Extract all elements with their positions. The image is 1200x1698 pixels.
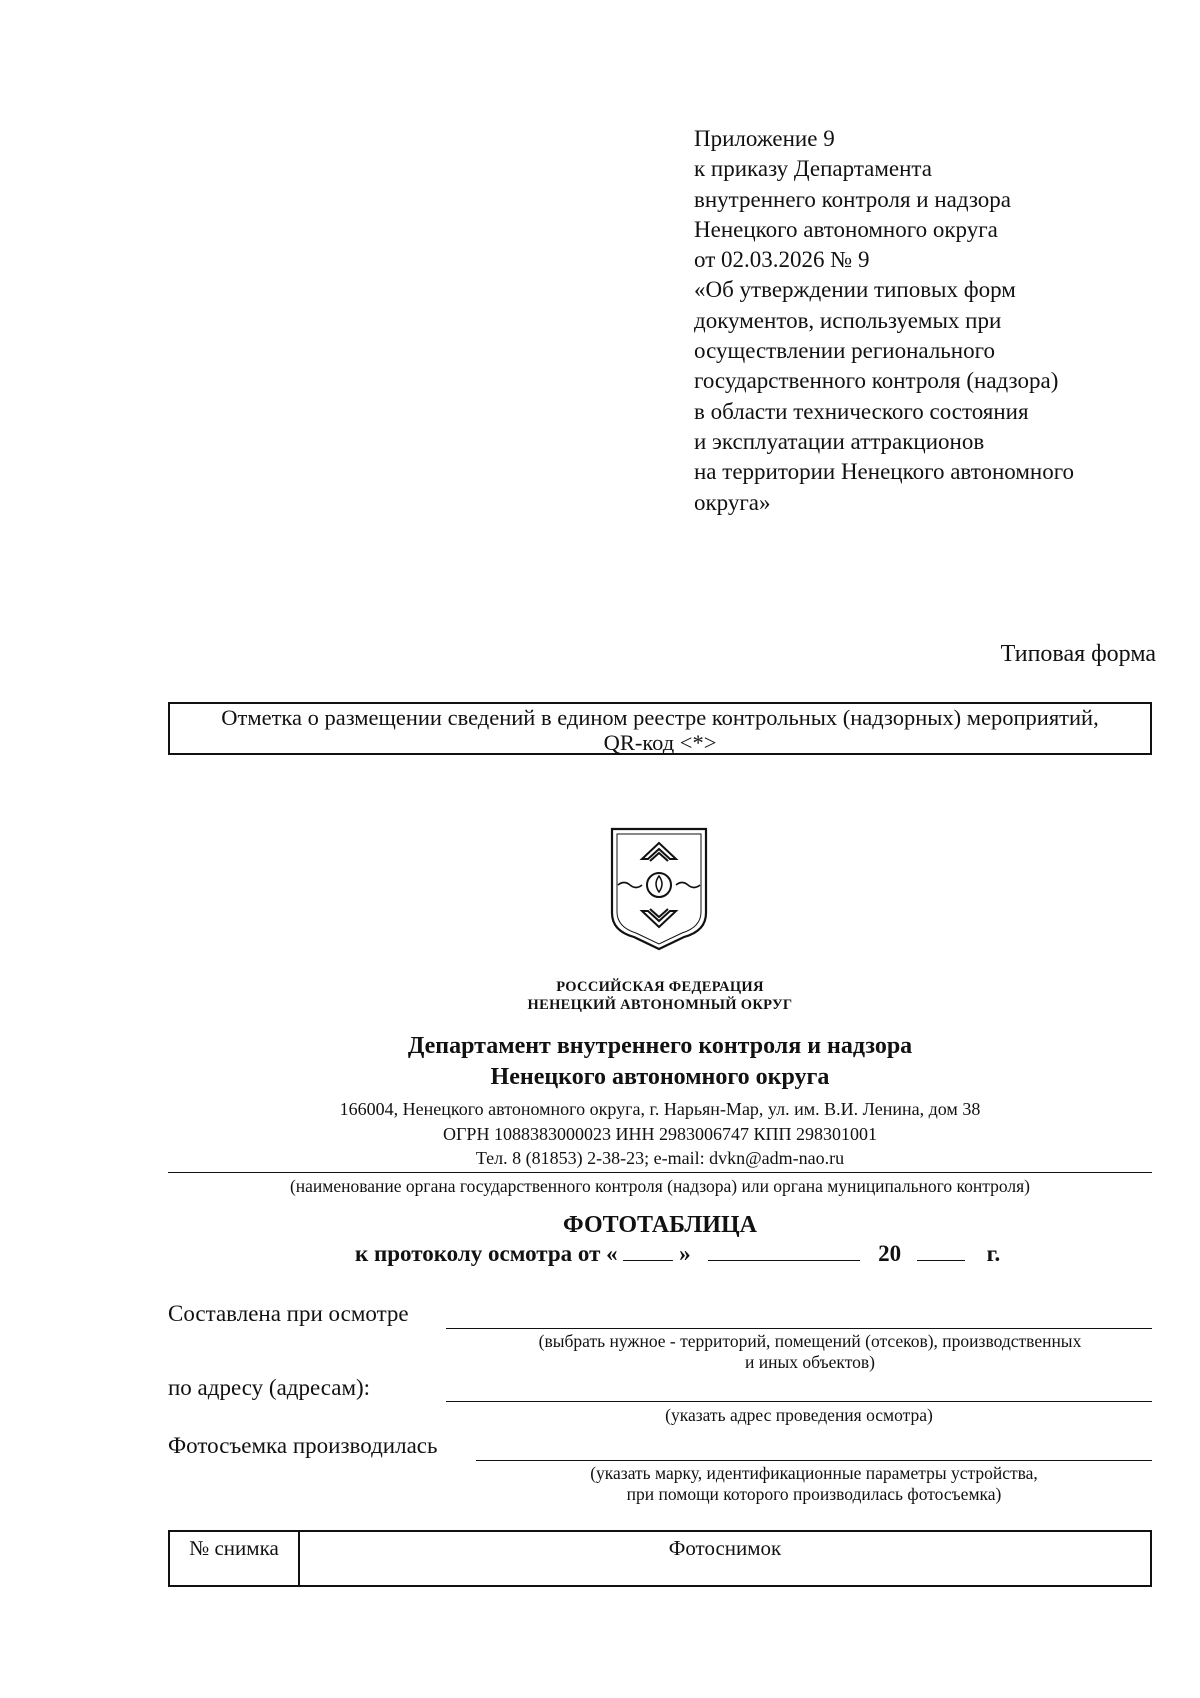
department-address: 166004, Ненецкого автономного округа, г. Нарьян-Мар, ул. им. В.И. Ленина, дом 38 bbox=[339, 1099, 981, 1119]
photo-device-input-line[interactable] bbox=[476, 1460, 1152, 1461]
photo-table bbox=[168, 1530, 1152, 1587]
appendix-line: осуществлении регионального bbox=[694, 338, 995, 364]
address-label: по адресу (адресам): bbox=[168, 1375, 371, 1400]
department-registration-ids: ОГРН 1088383000023 ИНН 2983006747 КПП 298301001 bbox=[443, 1124, 877, 1144]
org-divider bbox=[168, 1172, 1152, 1173]
appendix-line: в области технического состояния bbox=[694, 398, 1029, 424]
protocol-year-prefix: 20 bbox=[878, 1241, 902, 1266]
appendix-line: на территории Ненецкого автономного bbox=[694, 459, 1075, 485]
appendix-line: Ненецкого автономного округа bbox=[694, 216, 998, 242]
appendix-line: Приложение 9 bbox=[694, 126, 835, 151]
coat-of-arms-icon bbox=[608, 825, 710, 951]
photo-device-caption-line2: при помощи которого производилась фотосъемка) bbox=[626, 1484, 1002, 1504]
photo-number-header: № снимка bbox=[170, 1532, 300, 1585]
registry-mark-box bbox=[168, 702, 1152, 755]
department-name-line2: Ненецкого автономного округа bbox=[490, 1064, 830, 1090]
appendix-reference bbox=[694, 124, 1164, 518]
document-title: ФОТОТАБЛИЦА bbox=[563, 1212, 757, 1238]
protocol-day-blank[interactable] bbox=[623, 1240, 673, 1261]
protocol-date-line bbox=[355, 1240, 1055, 1267]
compiled-caption-line2: и иных объектов) bbox=[745, 1352, 875, 1372]
compiled-caption bbox=[480, 1331, 1140, 1373]
appendix-line: «Об утверждении типовых форм bbox=[694, 277, 1016, 303]
address-input-line[interactable] bbox=[446, 1401, 1152, 1402]
compiled-input-line[interactable] bbox=[446, 1328, 1152, 1329]
appendix-line: и эксплуатации аттракционов bbox=[694, 428, 985, 454]
appendix-line: государственного контроля (надзора) bbox=[694, 368, 1059, 394]
photo-device-caption bbox=[476, 1463, 1152, 1505]
department-contacts: Тел. 8 (81853) 2-38-23; e-mail: dvkn@adm-nao.ru bbox=[475, 1148, 845, 1168]
protocol-prefix: к протоколу осмотра от « bbox=[355, 1241, 618, 1266]
appendix-line: от 02.03.2026 № 9 bbox=[694, 247, 870, 273]
form-type-label: Типовая форма bbox=[1000, 641, 1156, 667]
address-caption: (указать адрес проведения осмотра) bbox=[665, 1405, 933, 1425]
org-caption: (наименование органа государственного контроля (надзора) или органа муниципального контроля) bbox=[289, 1176, 1031, 1196]
protocol-year-blank[interactable] bbox=[917, 1240, 965, 1261]
protocol-quote-close: » bbox=[679, 1241, 691, 1266]
compiled-label: Составлена при осмотре bbox=[168, 1301, 409, 1326]
department-name-line1: Департамент внутреннего контроля и надзора bbox=[407, 1033, 913, 1059]
registry-mark-line2: QR-код <*> bbox=[603, 730, 717, 755]
protocol-month-blank[interactable] bbox=[708, 1240, 860, 1261]
appendix-line: округа» bbox=[694, 489, 771, 515]
registry-mark-line1: Отметка о размещении сведений в едином реестре контрольных (надзорных) мероприятий, bbox=[221, 705, 1099, 730]
photo-device-caption-line1: (указать марку, идентификационные параметры устройства, bbox=[590, 1463, 1038, 1483]
photo-image-header: Фотоснимок bbox=[668, 1536, 782, 1560]
appendix-line: внутреннего контроля и надзора bbox=[694, 186, 1012, 212]
protocol-year-suffix: г. bbox=[986, 1241, 1001, 1266]
country-title: РОССИЙСКАЯ ФЕДЕРАЦИЯ bbox=[556, 979, 764, 995]
region-title: НЕНЕЦКИЙ АВТОНОМНЫЙ ОКРУГ bbox=[527, 997, 793, 1013]
photo-device-label: Фотосъемка производилась bbox=[168, 1433, 438, 1458]
appendix-line: документов, используемых при bbox=[694, 307, 1002, 333]
appendix-line: к приказу Департамента bbox=[694, 156, 932, 182]
compiled-caption-line1: (выбрать нужное - территорий, помещений (отсеков), производственных bbox=[538, 1331, 1082, 1351]
